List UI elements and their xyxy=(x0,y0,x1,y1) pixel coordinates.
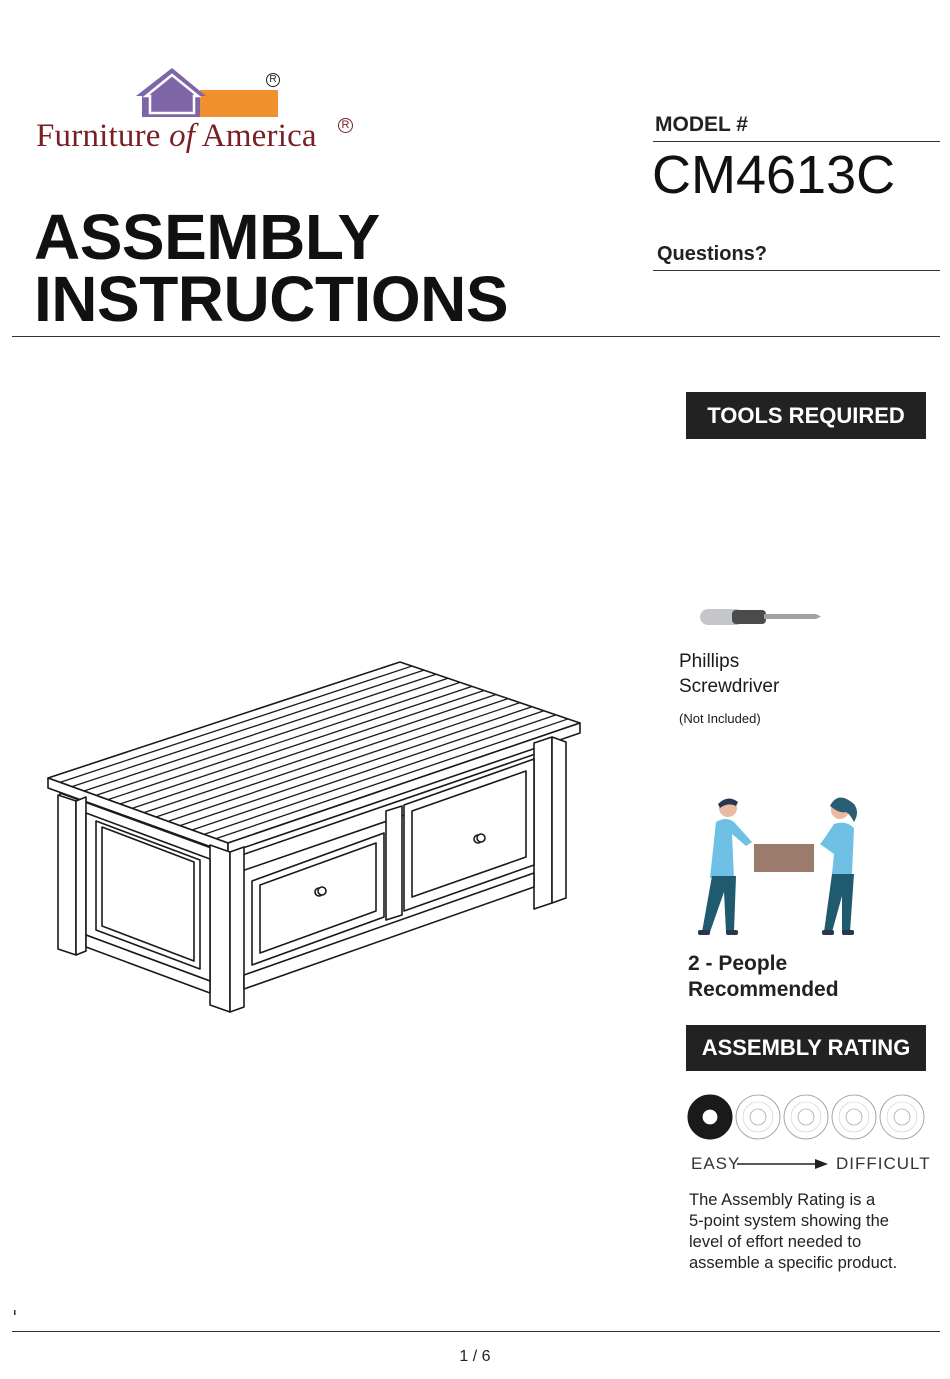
coffee-table-illustration xyxy=(40,655,590,1020)
phillips-screwdriver-icon xyxy=(698,603,822,631)
brand-registered-mark: R xyxy=(338,118,353,133)
model-divider xyxy=(653,141,940,142)
assembly-rating-heading: ASSEMBLY RATING xyxy=(686,1025,926,1071)
header-divider xyxy=(12,336,940,337)
two-people-carrying-icon xyxy=(684,796,874,938)
footer-divider xyxy=(12,1331,940,1332)
model-number: CM4613C xyxy=(652,145,896,205)
document-title-line1: ASSEMBLY xyxy=(34,201,380,273)
assembly-rating-scale xyxy=(686,1092,926,1142)
people-recommended-line1: 2 - People xyxy=(688,952,788,975)
rating-dot-center xyxy=(750,1109,766,1125)
description-line: 5-point system showing the xyxy=(689,1212,889,1230)
tool-name-line1: Phillips xyxy=(679,651,740,672)
brand-logo-icon xyxy=(134,66,284,122)
page-mark xyxy=(13,1304,16,1312)
brand-name-part1: Furniture xyxy=(36,118,170,154)
model-label: MODEL # xyxy=(655,113,748,136)
difficult-label: DIFFICULT xyxy=(836,1154,931,1173)
rating-dot-center xyxy=(703,1110,717,1124)
tool-name-line2: Screwdriver xyxy=(679,676,780,697)
brand-name-part2: America xyxy=(195,118,317,154)
page-number: 1 / 6 xyxy=(459,1348,491,1365)
assembly-rating-description xyxy=(689,1190,929,1274)
brand-name xyxy=(36,118,317,155)
rating-dot-center xyxy=(894,1109,910,1125)
easy-label: EASY xyxy=(691,1154,741,1173)
rating-dot-center xyxy=(846,1109,862,1125)
people-recommended-line2: Recommended xyxy=(688,978,839,1001)
document-title-line2: INSTRUCTIONS xyxy=(34,263,508,335)
description-line: level of effort needed to xyxy=(689,1233,862,1251)
tool-note: (Not Included) xyxy=(679,711,761,726)
questions-divider xyxy=(653,270,940,271)
description-line: The Assembly Rating is a xyxy=(689,1191,876,1209)
registered-mark: R xyxy=(266,73,280,87)
rating-dot-center xyxy=(798,1109,814,1125)
arrow-right-icon xyxy=(737,1157,829,1171)
questions-label: Questions? xyxy=(657,243,768,265)
tools-required-heading: TOOLS REQUIRED xyxy=(686,392,926,439)
description-line: assemble a specific product. xyxy=(689,1254,898,1272)
brand-name-of: of xyxy=(169,118,196,154)
